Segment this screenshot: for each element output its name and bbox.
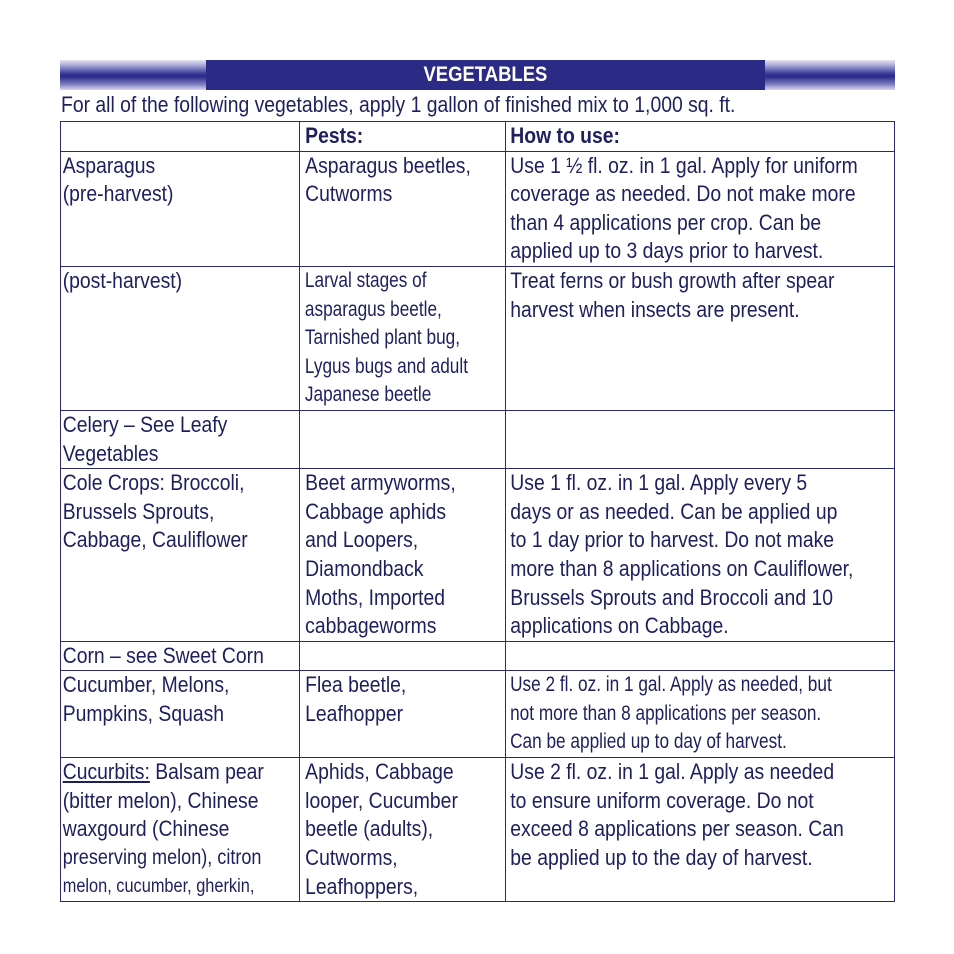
section-banner [60,60,895,90]
table-row [61,266,895,410]
crop-cell: Celery – See Leafy Vegetables [61,410,300,468]
how-to-use-cell: Use 1 ½ fl. oz. in 1 gal. Apply for uniform coverage as needed. Do not make more than 4 applications per crop. Can be applied up to 3 days prior to harvest. [506,151,895,266]
header-pests-label: Pests: [305,123,364,148]
header-how-to-use [506,122,895,152]
section-title: VEGETABLES [423,63,548,86]
table-row [61,469,895,642]
how-to-use-cell [506,410,895,468]
crop-cell: Cole Crops: Broccoli, Brussels Sprouts, Cabbage, Cauliflower [61,469,300,642]
table-header-row [61,122,895,152]
banner-title-plate [206,60,765,90]
pests-cell: Asparagus beetles, Cutworms [300,151,506,266]
crop-cell: (post-harvest) [61,266,300,410]
header-pests [300,122,506,152]
header-how-label: How to use: [510,123,620,148]
table-row [61,671,895,758]
header-crop [61,122,300,152]
how-to-use-cell: Treat ferns or bush growth after spear harvest when insects are present. [506,266,895,410]
crop-cell: Cucumber, Melons, Pumpkins, Squash [61,671,300,758]
pests-cell: Larval stages of asparagus beetle, Tarnished plant bug, Lygus bugs and adult Japanese beetle [300,266,506,410]
crop-cell: Asparagus (pre-harvest) [61,151,300,266]
how-to-use-cell: Use 2 fl. oz. in 1 gal. Apply as needed to ensure uniform coverage. Do not exceed 8 applications per season. Can be applied up to the day of harvest. [506,758,895,902]
pests-cell: Aphids, Cabbage looper, Cucumber beetle (adults), Cutworms, Leafhoppers, [300,758,506,902]
pests-cell [300,410,506,468]
table-row [61,410,895,468]
crop-cell: Corn – see Sweet Corn [61,641,300,671]
table-row [61,758,895,902]
vegetables-table [60,121,895,902]
intro-text: For all of the following vegetables, apply 1 gallon of finished mix to 1,000 sq. ft. [61,92,736,117]
crop-cell: Cucurbits: Balsam pear (bitter melon), Chinese waxgourd (Chinese preserving melon), citron melon, cucumber, gherkin, [61,758,300,902]
how-to-use-cell [506,641,895,671]
how-to-use-cell: Use 1 fl. oz. in 1 gal. Apply every 5 days or as needed. Can be applied up to 1 day prior to harvest. Do not make more than 8 applications on Cauliflower, Brussels Sprouts and Broccoli and 10 applications on Cabbage. [506,469,895,642]
table-row [61,151,895,266]
pests-cell: Flea beetle, Leafhopper [300,671,506,758]
pests-cell [300,641,506,671]
pests-cell: Beet armyworms, Cabbage aphids and Loopers, Diamondback Moths, Imported cabbageworms [300,469,506,642]
cucurbits-label: Cucurbits: [62,759,150,785]
how-to-use-cell: Use 2 fl. oz. in 1 gal. Apply as needed, but not more than 8 applications per season. Can be applied up to day of harvest. [506,671,895,758]
table-row [61,641,895,671]
